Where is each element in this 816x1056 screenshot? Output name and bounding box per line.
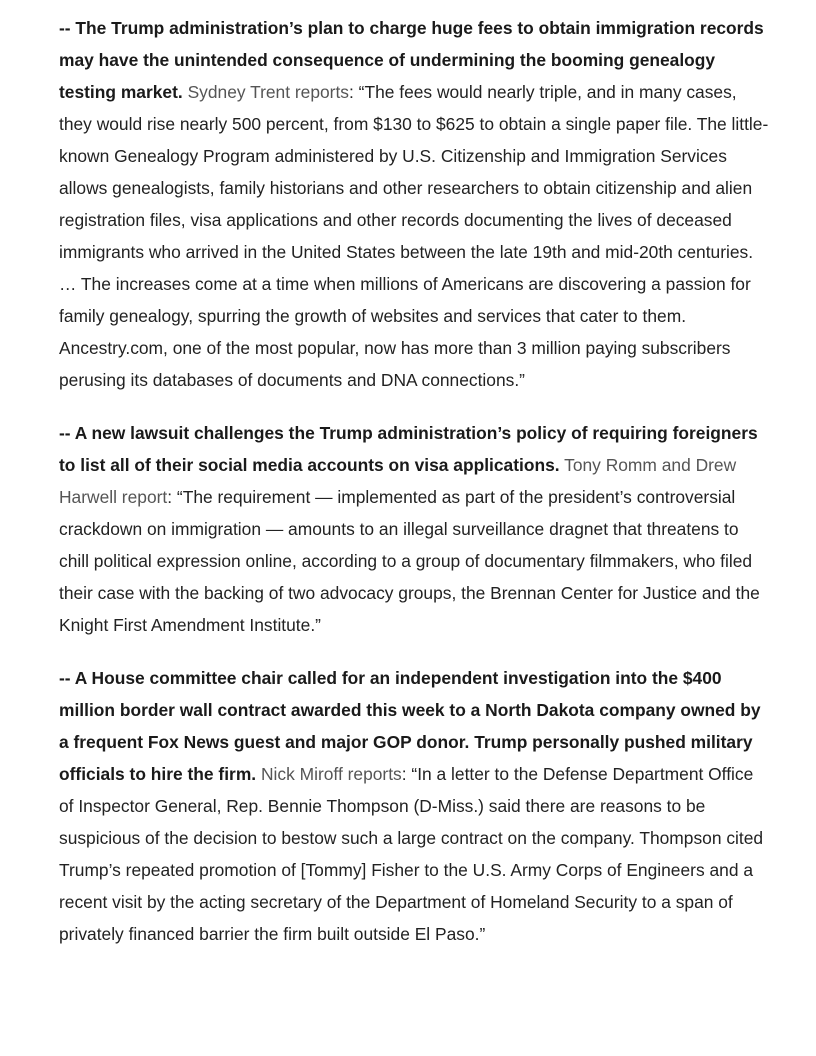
byline-link[interactable]: Tony Romm and Drew Harwell report [59,455,737,507]
item-quote: : “The fees would nearly triple, and in many cases, they would rise nearly 500 percent, from $130 to $625 to obtain a single paper file. The little-known Genealogy Program administered by U.S. Citizenship and Immigration Services allows genealogists, family historians and other researchers to obtain citizenship and alien registration files, visa applications and other records documenting the lives of deceased immigrants who arrived in the United States between the late 19th and mid-20th centuries. … The increases come at a time when millions of Americans are discovering a passion for family genealogy, spurring the growth of websites and services that cater to them. Ancestry.com, one of the most popular, now has more than 3 million paying subscribers perusing its databases of documents and DNA connections.” [59,82,769,390]
news-item [59,12,771,396]
item-headline: -- A House committee chair called for an independent investigation into the $400 million border wall contract awarded this week to a North Dakota company owned by a frequent Fox News guest and major GOP donor. Trump personally pushed military officials to hire the firm. [59,668,761,784]
item-quote: : “The requirement — implemented as part of the president’s controversial crackdown on immigration — amounts to an illegal surveillance dragnet that threatens to chill political expression online, according to a group of documentary filmmakers, who filed their case with the backing of two advocacy groups, the Brennan Center for Justice and the Knight First Amendment Institute.” [59,487,760,635]
byline-link[interactable]: Nick Miroff reports [260,764,402,784]
item-headline: -- A new lawsuit challenges the Trump administration’s policy of requiring foreigners to list all of their social media accounts on visa applications. [59,423,758,475]
news-item [59,417,771,641]
item-headline: -- The Trump administration’s plan to charge huge fees to obtain immigration records may have the unintended consequence of undermining the booming genealogy testing market. [59,18,764,102]
news-item [59,662,771,950]
article-body [59,12,771,971]
item-quote: : “In a letter to the Defense Department Office of Inspector General, Rep. Bennie Thompson (D-Miss.) said there are reasons to be suspicious of the decision to bestow such a large contract on the company. Thompson cited Trump’s repeated promotion of [Tommy] Fisher to the U.S. Army Corps of Engineers and a recent visit by the acting secretary of the Department of Homeland Security to a span of privately financed barrier the firm built outside El Paso.” [59,764,764,944]
byline-link[interactable]: Sydney Trent reports [187,82,349,102]
